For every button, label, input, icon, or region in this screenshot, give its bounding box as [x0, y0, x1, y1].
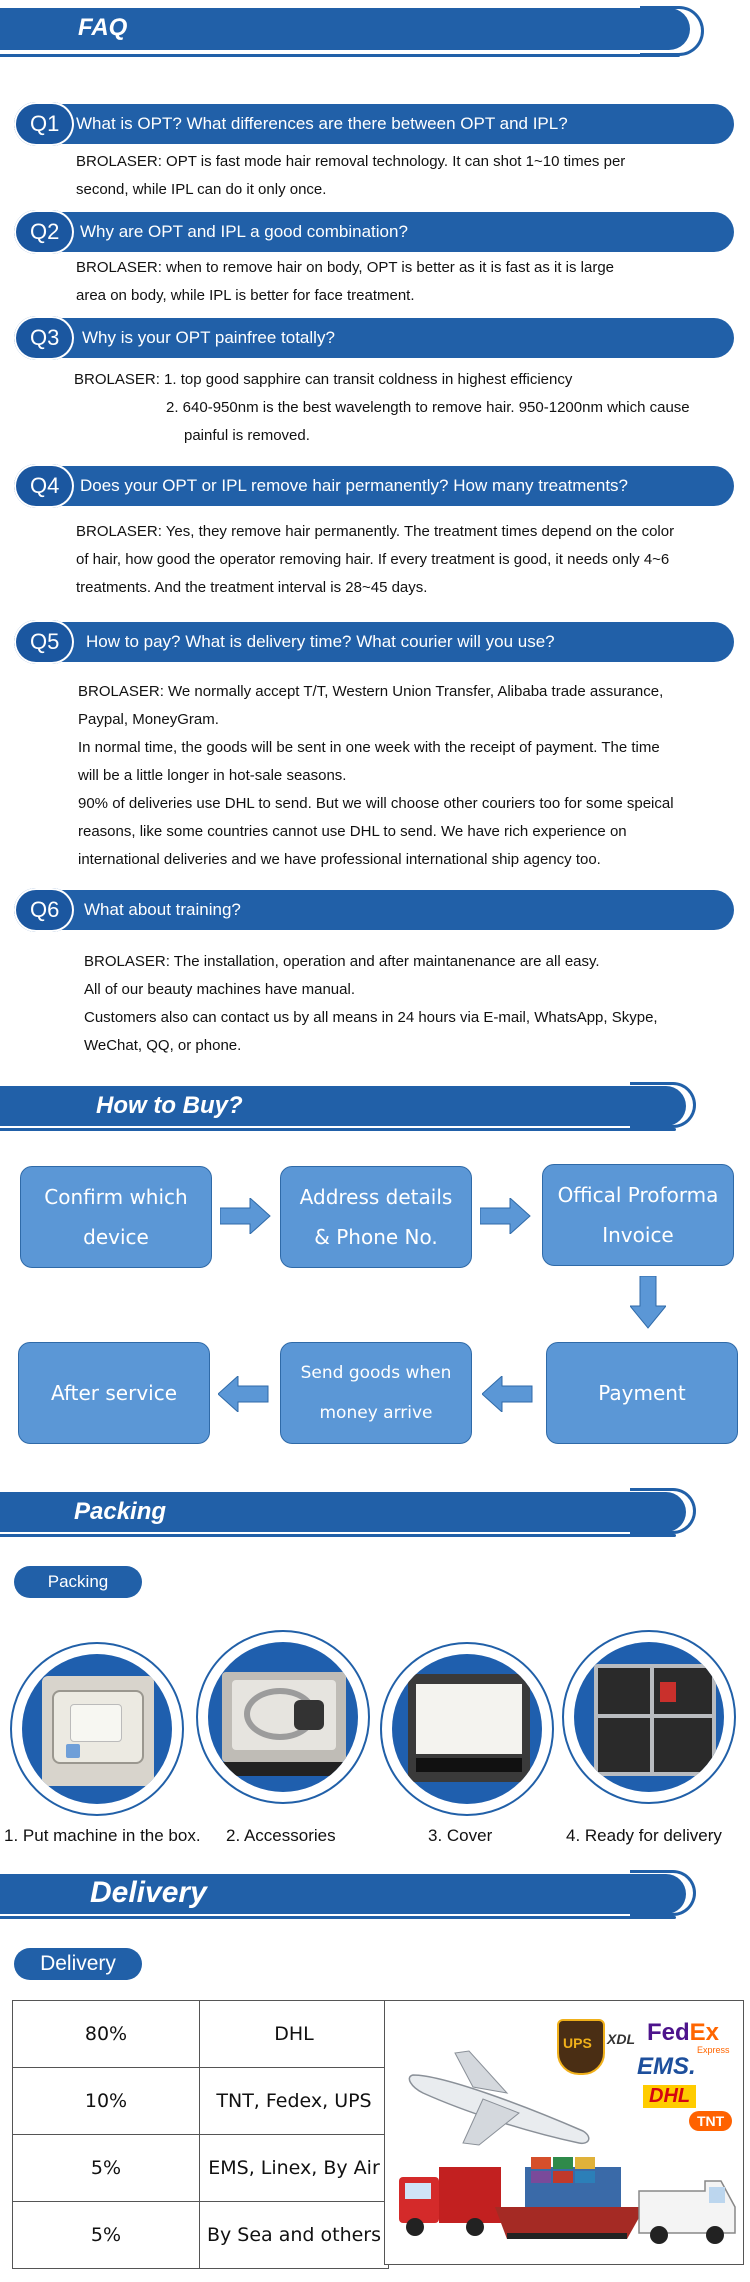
packing-photo-accessories [196, 1630, 370, 1804]
packing-title: Packing [74, 1498, 167, 1525]
answer-line: All of our beauty machines have manual. [84, 981, 355, 998]
faq-question-5 [14, 622, 734, 662]
packing-pill-label: Packing [14, 1566, 142, 1598]
answer-line: second, while IPL can do it only once. [76, 181, 327, 198]
faq-question-6 [14, 890, 734, 930]
packing-caption-4: 4. Ready for delivery [566, 1826, 722, 1845]
question-text: What about training? [84, 900, 241, 919]
ship-icon [495, 2147, 645, 2247]
packing-photo-cover [380, 1642, 554, 1816]
packing-banner [0, 1488, 700, 1534]
step-proforma-invoice: Offical Proforma Invoice [542, 1164, 734, 1266]
delivery-share: 80% [13, 2001, 200, 2068]
delivery-share: 5% [13, 2135, 200, 2202]
step-payment: Payment [546, 1342, 738, 1444]
faq-answer-6 [84, 948, 658, 1060]
faq-question-4 [14, 466, 734, 506]
question-text: How to pay? What is delivery time? What courier will you use? [86, 632, 555, 651]
answer-line: Paypal, MoneyGram. [78, 711, 219, 728]
delivery-courier: By Sea and others [200, 2202, 389, 2269]
delivery-share: 5% [13, 2202, 200, 2269]
faq-answer-5 [78, 678, 674, 874]
answer-line: international deliveries and we have professional international ship agency too. [78, 851, 601, 868]
delivery-share: 10% [13, 2068, 200, 2135]
table-row [13, 2202, 389, 2269]
question-number-badge [14, 102, 74, 146]
question-number-badge [14, 464, 74, 508]
table-row [13, 2001, 389, 2068]
packing-photo-machine-in-box [10, 1642, 184, 1816]
table-row [13, 2135, 389, 2202]
arrow-right-icon [480, 1198, 532, 1234]
question-number-badge [14, 210, 74, 254]
packing-caption-3: 3. Cover [428, 1826, 493, 1845]
table-row [13, 2068, 389, 2135]
question-number-badge [14, 620, 74, 664]
answer-line: BROLASER: 1. top good sapphire can transit coldness in highest efficiency [74, 371, 573, 388]
van-icon [635, 2171, 739, 2247]
answer-line: of hair, how good the operator removing hair. If every treatment is good, it needs only 4~6 [76, 551, 670, 568]
arrow-left-icon [218, 1376, 270, 1412]
ems-logo: EMS. [637, 2053, 696, 2080]
arrow-right-icon [220, 1198, 272, 1234]
delivery-courier: EMS, Linex, By Air [200, 2135, 389, 2202]
xdl-logo: XDL [607, 2031, 635, 2047]
faq-title: FAQ [78, 14, 128, 41]
question-number: Q2 [30, 219, 60, 244]
dhl-logo: DHL [643, 2085, 696, 2108]
arrow-down-icon [630, 1276, 666, 1330]
courier-logos-image [384, 2000, 744, 2265]
question-number: Q1 [30, 111, 60, 136]
step-send-goods: Send goods when money arrive [280, 1342, 472, 1444]
faq-question-1 [14, 104, 734, 144]
question-number: Q5 [30, 629, 60, 654]
answer-line: 2. 640-950nm is the best wavelength to remove hair. 950-1200nm which cause [166, 399, 690, 416]
how-to-buy-title: How to Buy? [96, 1092, 243, 1119]
truck-icon [395, 2161, 505, 2241]
ups-logo-text: UPS [563, 2035, 592, 2051]
arrow-left-icon [482, 1376, 534, 1412]
question-text: Why are OPT and IPL a good combination? [80, 222, 408, 241]
fedex-logo [647, 2019, 719, 2047]
answer-line: BROLASER: Yes, they remove hair permanently. The treatment times depend on the color [76, 523, 675, 540]
step-address-details: Address details & Phone No. [280, 1166, 472, 1268]
delivery-pill-label: Delivery [14, 1948, 142, 1980]
answer-line: BROLASER: We normally accept T/T, Western Union Transfer, Alibaba trade assurance, [78, 683, 664, 700]
packing-photo-ready-for-delivery [562, 1630, 736, 1804]
answer-line: BROLASER: The installation, operation and after maintanenance are all easy. [84, 953, 600, 970]
fedex-express-label: Express [697, 2045, 730, 2055]
question-number-badge [14, 316, 74, 360]
question-number: Q3 [30, 325, 60, 350]
faq-banner [0, 8, 700, 54]
delivery-table [12, 2000, 389, 2269]
how-to-buy-banner [0, 1082, 700, 1128]
faq-answer-3 [74, 366, 690, 450]
question-number: Q6 [30, 897, 60, 922]
answer-line: will be a little longer in hot-sale seasons. [78, 767, 347, 784]
question-number: Q4 [30, 473, 60, 498]
fedex-fed: Fed [647, 2019, 690, 2046]
tnt-logo: TNT [689, 2111, 732, 2131]
delivery-title: Delivery [90, 1876, 207, 1909]
answer-line: BROLASER: when to remove hair on body, OPT is better as it is fast as it is large [76, 259, 615, 276]
faq-question-3 [14, 318, 734, 358]
packing-caption-2: 2. Accessories [226, 1826, 336, 1845]
question-text: Why is your OPT painfree totally? [82, 328, 335, 347]
packing-caption-1: 1. Put machine in the box. [4, 1826, 201, 1845]
step-after-service: After service [18, 1342, 210, 1444]
answer-line: area on body, while IPL is better for face treatment. [76, 287, 415, 304]
faq-question-2 [14, 212, 734, 252]
delivery-courier: TNT, Fedex, UPS [200, 2068, 389, 2135]
faq-answer-1 [76, 148, 625, 204]
question-text: What is OPT? What differences are there between OPT and IPL? [76, 114, 568, 133]
delivery-banner [0, 1870, 700, 1916]
answer-line: 90% of deliveries use DHL to send. But we will choose other couriers too for some speical [78, 795, 674, 812]
delivery-courier: DHL [200, 2001, 389, 2068]
fedex-ex: Ex [689, 2019, 720, 2046]
faq-answer-2 [76, 254, 614, 310]
answer-line: reasons, like some countries cannot use DHL to send. We have rich experience on [78, 823, 627, 840]
answer-line: In normal time, the goods will be sent in one week with the receipt of payment. The time [78, 739, 660, 756]
question-number-badge [14, 888, 74, 932]
answer-line: painful is removed. [184, 427, 310, 444]
answer-line: WeChat, QQ, or phone. [84, 1037, 242, 1054]
question-text: Does your OPT or IPL remove hair permanently? How many treatments? [80, 476, 629, 495]
answer-line: BROLASER: OPT is fast mode hair removal technology. It can shot 1~10 times per [76, 153, 626, 170]
step-confirm-device: Confirm which device [20, 1166, 212, 1268]
answer-line: treatments. And the treatment interval is 28~45 days. [76, 579, 428, 596]
answer-line: Customers also can contact us by all means in 24 hours via E-mail, WhatsApp, Skype, [84, 1009, 658, 1026]
faq-answer-4 [76, 518, 674, 602]
